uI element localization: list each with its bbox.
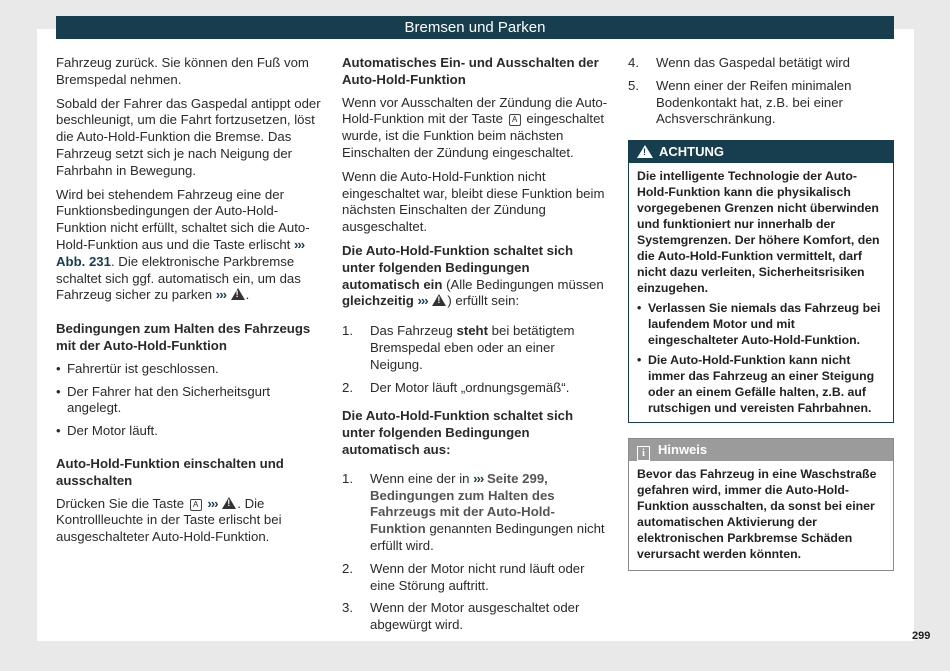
reference-arrows: ››› <box>473 470 484 486</box>
reference-arrows: ››› <box>417 293 428 309</box>
paragraph: Fahrzeug zurück. Sie können den Fuß vom Bremspedal nehmen. <box>56 55 309 87</box>
warning-header: !ACHTUNG <box>629 141 893 163</box>
paragraph: Die Auto-Hold-Funktion schaltet sich unter folgenden Bedingungen automatisch ein (Alle Bedingungen müssen gleichzeitig ››› ! ) erfüllt sein: <box>342 243 608 310</box>
warning-text: Die intelligente Technologie der Auto-Hold-Funktion kann die physikalisch vorgegebenen Grenzen nicht überwinden und funktioniert nur innerhalb der Systemgrenzen. Der höhere Komfort, den die Auto-Hold-Funktion vermittelt, darf nicht dazu verleiten, Sicherheitsrisiken einzugehen. <box>637 169 880 296</box>
hint-header: i Hinweis <box>629 439 893 461</box>
hint-text: Bevor das Fahrzeug in eine Waschstraße gefahren wird, immer die Auto-Hold-Funktion ausschalten, da sonst bei einer automatischen Aktivierung der elektronischen Parkbremse Schäden verursacht werden könnten. <box>637 467 877 562</box>
list-item: 3. Wenn der Motor ausgeschaltet oder abgewürgt wird. <box>342 600 580 633</box>
list-item: • Fahrertür ist geschlossen. <box>56 360 219 376</box>
subheading: Auto-Hold-Funktion einschalten und ausschalten <box>56 455 284 488</box>
paragraph: Wenn die Auto-Hold-Funktion nicht eingeschaltet war, bleibt diese Funktion beim nächsten Einschalten der Zündung ausgeschaltet. <box>342 168 605 235</box>
paragraph: Drücken Sie die Taste A ››› ! . Die Kontrollleuchte in der Taste erlischt bei ausgeschalteter Auto-Hold-Funktion. <box>56 496 324 546</box>
reference-arrows: ››› <box>215 287 226 303</box>
warning-icon <box>231 288 245 300</box>
auto-hold-key-icon: A <box>509 114 521 126</box>
page-link[interactable]: Seite 299, Bedingungen zum Halten des Fahrzeugs mit der Auto-Hold-Funktion <box>370 470 555 537</box>
paragraph: Wird bei stehendem Fahrzeug eine der Funktionsbedingungen der Auto-Hold-Funktion nicht erfüllt, schaltet sich die Auto-Hold-Funktion aus und die Taste erlischt ››› Abb. 231. Die elektronische Parkbremse schaltet sich ggf. automatisch ein, um das Fahrzeug sicher zu parken ››› ! . <box>56 187 324 305</box>
column-right <box>628 55 894 571</box>
subheading: Automatisches Ein- und Ausschalten der Auto-Hold-Funktion <box>342 55 599 87</box>
warning-icon <box>637 145 653 158</box>
list-item: • Der Motor läuft. <box>56 423 158 439</box>
column-left <box>56 55 324 553</box>
list-item: 4. Wenn das Gaspedal betätigt wird <box>628 55 851 70</box>
list-item: • Verlassen Sie niemals das Fahrzeug bei laufendem Motor und mit eingeschalteter Auto-Hold-Funktion. <box>637 301 881 348</box>
list-item: • Die Auto-Hold-Funktion kann nicht immer das Fahrzeug an einer Steigung oder an einem Gefälle halten, z.B. auf rutschigen und vereisten Fahrbahnen. <box>637 353 875 416</box>
hint-box <box>628 438 894 571</box>
info-icon: i <box>637 446 650 461</box>
list-item: 1. Das Fahrzeug steht bei betätigtem Bremspedal eben oder an einer Neigung. <box>342 323 575 372</box>
subheading: Bedingungen zum Halten des Fahrzeugs mit der Auto-Hold-Funktion <box>56 321 311 353</box>
column-middle <box>342 55 608 640</box>
warning-icon <box>432 294 446 306</box>
reference-arrows: ››› <box>294 236 305 252</box>
page-number: 299 <box>912 630 931 642</box>
list-item: 1. Wenn eine der in ››› Seite 299, Bedingungen zum Halten des Fahrzeugs mit der Auto-Hold-Funktion genannten Bedingungen nicht erfüllt wird. <box>342 470 605 553</box>
warning-icon <box>222 497 236 509</box>
auto-hold-key-icon: A <box>190 499 202 511</box>
section-title: Bremsen und Parken <box>56 16 894 39</box>
warning-box <box>628 140 894 423</box>
list-item: 2. Der Motor läuft „ordnungsgemäß“. <box>342 379 570 395</box>
paragraph: Wenn vor Ausschalten der Zündung die Auto-Hold-Funktion mit der Taste A eingeschaltet wurde, ist die Funktion beim nächsten Einschalten der Zündung eingeschaltet. <box>342 94 608 160</box>
list-item: • Der Fahrer hat den Sicherheitsgurt angelegt. <box>56 383 271 416</box>
figure-link[interactable]: Abb. 231 <box>56 253 111 269</box>
list-item: 5. Wenn einer der Reifen minimalen Bodenkontakt hat, z.B. bei einer Achsverschränkung. <box>628 77 852 127</box>
list-item: 2. Wenn der Motor nicht rund läuft oder eine Störung auftritt. <box>342 560 585 593</box>
subheading: Die Auto-Hold-Funktion schaltet sich unter folgenden Bedingungen automatisch aus: <box>342 408 574 457</box>
paragraph: Sobald der Fahrer das Gaspedal antippt oder beschleunigt, um die Fahrt fortzusetzen, löst die Auto-Hold-Funktion die Bremse. Das Fahrzeug setzt sich je nach Neigung der Fahrbahn in Bewegung. <box>56 95 321 178</box>
reference-arrows: ››› <box>207 495 218 511</box>
